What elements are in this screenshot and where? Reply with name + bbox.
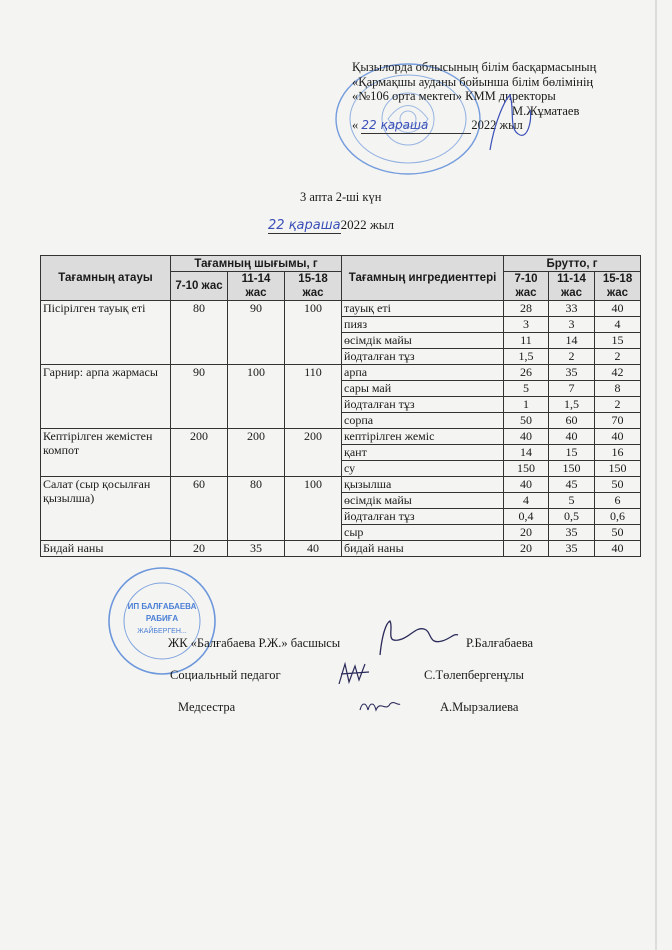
signature-name-social-pedagogue: С.Төлепбергенұлы: [424, 668, 524, 682]
ingredient-name: йодталған тұз: [342, 509, 504, 525]
menu-date-suffix: 2022 жыл: [340, 217, 395, 232]
brutto-value: 15: [549, 445, 595, 461]
dish-name: Пісірілген тауық еті: [41, 301, 171, 365]
brutto-value: 1: [504, 397, 549, 413]
brutto-value: 45: [549, 477, 595, 493]
seal-line-3: ЖАЙБЕРГЕН...: [137, 628, 187, 635]
brutto-value: 26: [504, 365, 549, 381]
dish-yield: 200: [228, 429, 285, 477]
brutto-value: 1,5: [549, 397, 595, 413]
dish-yield: 200: [285, 429, 342, 477]
ingredient-name: арпа: [342, 365, 504, 381]
brutto-value: 150: [549, 461, 595, 477]
brutto-value: 40: [595, 429, 641, 445]
ingredient-name: сорпа: [342, 413, 504, 429]
dish-yield: 35: [228, 541, 285, 557]
brutto-value: 4: [504, 493, 549, 509]
approval-date-handwritten: 22 қараша: [361, 118, 471, 134]
approval-line-2: «Қармақшы ауданы бойынша білім бөлімінің: [352, 74, 594, 89]
brutto-value: 5: [549, 493, 595, 509]
brutto-value: 14: [549, 333, 595, 349]
dish-yield: 40: [285, 541, 342, 557]
ingredient-name: кептірілген жеміс: [342, 429, 504, 445]
brutto-value: 11: [504, 333, 549, 349]
ingredient-name: қант: [342, 445, 504, 461]
signature-role-nurse: Медсестра: [178, 700, 236, 714]
signature-name-director: Р.Балғабаева: [466, 636, 534, 650]
ingredient-name: бидай наны: [342, 541, 504, 557]
table-row: [41, 541, 641, 557]
dish-yield: 100: [228, 365, 285, 429]
brutto-value: 35: [549, 541, 595, 557]
brutto-value: 3: [504, 317, 549, 333]
brutto-value: 0,6: [595, 509, 641, 525]
social-pedagogue-signature-mark: [335, 658, 375, 688]
brutto-value: 35: [549, 525, 595, 541]
table-row: [41, 477, 641, 493]
brutto-value: 0,4: [504, 509, 549, 525]
signature-role-social-pedagogue: Социальный педагог: [170, 668, 281, 682]
table-row: [41, 301, 641, 317]
dish-yield: 90: [171, 365, 228, 429]
ingredient-name: сары май: [342, 381, 504, 397]
brutto-value: 60: [549, 413, 595, 429]
dish-yield: 100: [285, 301, 342, 365]
dish-yield: 60: [171, 477, 228, 541]
menu-date: [268, 217, 394, 233]
brutto-value: 150: [595, 461, 641, 477]
ingredient-name: сыр: [342, 525, 504, 541]
brutto-value: 20: [504, 525, 549, 541]
dish-yield: 200: [171, 429, 228, 477]
brutto-value: 50: [504, 413, 549, 429]
ingredient-name: йодталған тұз: [342, 349, 504, 365]
menu-date-handwritten: 22 қараша: [268, 218, 341, 233]
brutto-value: 40: [504, 477, 549, 493]
header-dish: Тағамның атауы: [41, 256, 171, 301]
ingredient-name: пияз: [342, 317, 504, 333]
approval-line-3: «№106 орта мектеп» КММ директоры: [352, 89, 556, 103]
page-edge: [655, 0, 657, 950]
dish-yield: 20: [171, 541, 228, 557]
menu-table-body: [41, 301, 641, 557]
header-brutto: Брутто, г: [504, 256, 641, 272]
brutto-value: 40: [549, 429, 595, 445]
brutto-value: 50: [595, 525, 641, 541]
brutto-value: 28: [504, 301, 549, 317]
dish-name: Салат (сыр қосылған қызылша): [41, 477, 171, 541]
ingredient-name: тауық еті: [342, 301, 504, 317]
brutto-value: 2: [595, 349, 641, 365]
brutto-value: 5: [504, 381, 549, 397]
header-yield: Тағамның шығымы, г: [171, 256, 342, 272]
approval-date-suffix: 2022 жыл: [471, 118, 523, 132]
header-brutto-age-7-10: 7-10 жас: [504, 272, 549, 301]
header-yield-age-15-18: 15-18 жас: [285, 272, 342, 301]
brutto-value: 6: [595, 493, 641, 509]
dish-yield: 80: [228, 477, 285, 541]
brutto-value: 14: [504, 445, 549, 461]
approval-line-4: М.Жұматаев: [512, 103, 580, 118]
brutto-value: 42: [595, 365, 641, 381]
signature-name-nurse: А.Мырзалиева: [440, 700, 519, 714]
brutto-value: 35: [549, 365, 595, 381]
menu-table: [40, 255, 641, 557]
brutto-value: 50: [595, 477, 641, 493]
ingredient-name: өсімдік майы: [342, 333, 504, 349]
brutto-value: 1,5: [504, 349, 549, 365]
table-row: [41, 365, 641, 381]
ingredient-name: йодталған тұз: [342, 397, 504, 413]
dish-name: Бидай наны: [41, 541, 171, 557]
ingredient-name: қызылша: [342, 477, 504, 493]
brutto-value: 2: [595, 397, 641, 413]
header-brutto-age-11-14: 11-14 жас: [549, 272, 595, 301]
dish-yield: 110: [285, 365, 342, 429]
week-day-label: 3 апта 2-ші күн: [300, 190, 382, 204]
header-yield-age-11-14: 11-14 жас: [228, 272, 285, 301]
company-seal: [106, 565, 218, 677]
brutto-value: 40: [595, 301, 641, 317]
ingredient-name: су: [342, 461, 504, 477]
approval-line-1: Қызылорда облысының білім басқармасының: [352, 60, 597, 74]
brutto-value: 8: [595, 381, 641, 397]
dish-yield: 90: [228, 301, 285, 365]
brutto-value: 3: [549, 317, 595, 333]
brutto-value: 40: [504, 429, 549, 445]
director-signature-mark: [372, 615, 462, 660]
brutto-value: 16: [595, 445, 641, 461]
ingredient-name: өсімдік майы: [342, 493, 504, 509]
dish-yield: 80: [171, 301, 228, 365]
seal-line-1: ИП БАЛҒАБАЕВА: [127, 602, 197, 611]
signature-role-director: ЖК «Балғабаева Р.Ж.» басшысы: [168, 636, 341, 650]
approval-date-prefix: «: [352, 118, 359, 132]
brutto-value: 150: [504, 461, 549, 477]
director-signature: [480, 90, 540, 160]
nurse-signature-mark: [356, 694, 402, 716]
dish-name: Кептірілген жемістен компот: [41, 429, 171, 477]
dish-name: Гарнир: арпа жармасы: [41, 365, 171, 429]
header-brutto-age-15-18: 15-18 жас: [595, 272, 641, 301]
brutto-value: 33: [549, 301, 595, 317]
brutto-value: 0,5: [549, 509, 595, 525]
header-yield-age-7-10: 7-10 жас: [171, 272, 228, 301]
brutto-value: 2: [549, 349, 595, 365]
brutto-value: 40: [595, 541, 641, 557]
dish-yield: 100: [285, 477, 342, 541]
brutto-value: 20: [504, 541, 549, 557]
brutto-value: 4: [595, 317, 641, 333]
brutto-value: 15: [595, 333, 641, 349]
seal-line-2: РАБИҒА: [145, 614, 179, 623]
brutto-value: 70: [595, 413, 641, 429]
brutto-value: 7: [549, 381, 595, 397]
header-ingredients: Тағамның ингредиенттері: [342, 256, 504, 301]
table-row: [41, 429, 641, 445]
